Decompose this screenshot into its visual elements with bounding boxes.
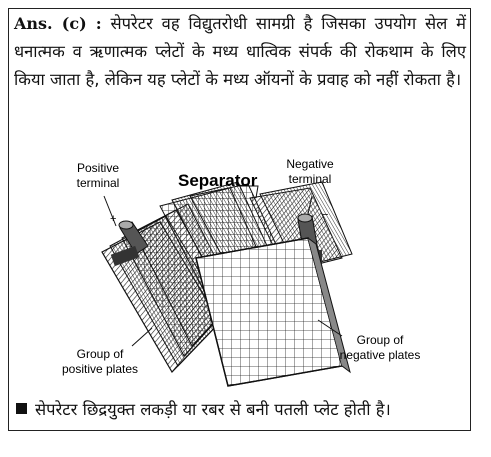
positive-terminal-label-line1: Positive	[76, 161, 120, 175]
positive-terminal-label-line2: terminal	[76, 176, 120, 190]
battery-separator-diagram	[60, 150, 440, 390]
plus-sign: +	[110, 213, 117, 225]
answer-label: Ans. (c) :	[14, 14, 102, 33]
square-bullet-icon	[16, 403, 27, 414]
negative-terminal-label-line1: Negative	[286, 157, 334, 171]
answer-text: सेपरेटर वह विद्युतरोधी सामग्री है जिसका उपयोग सेल में धनात्मक व ऋणात्मक प्लेटों के मध्य धात्विक संपर्क की रोकथाम के लिए किया जाता है, लेकिन यह प्लेटों के मध्य ऑयनों के प्रवाह को नहीं रोकता है।	[14, 14, 467, 89]
group-positive-label-line1: Group of	[76, 347, 124, 361]
minus-sign: −	[322, 209, 329, 221]
separator-label: Separator	[178, 171, 258, 190]
negative-terminal-label-line2: terminal	[288, 172, 332, 186]
group-negative-label-line2: negative plates	[339, 348, 421, 362]
answer-paragraph	[14, 10, 466, 94]
group-positive-label-line2: positive plates	[61, 362, 139, 376]
note-text: सेपरेटर छिद्रयुक्त लकड़ी या रबर से बनी पतली प्लेट होती है।	[35, 400, 391, 419]
diagram-svg	[60, 150, 440, 390]
group-negative-label-line1: Group of	[356, 333, 404, 347]
note-line	[16, 398, 468, 422]
